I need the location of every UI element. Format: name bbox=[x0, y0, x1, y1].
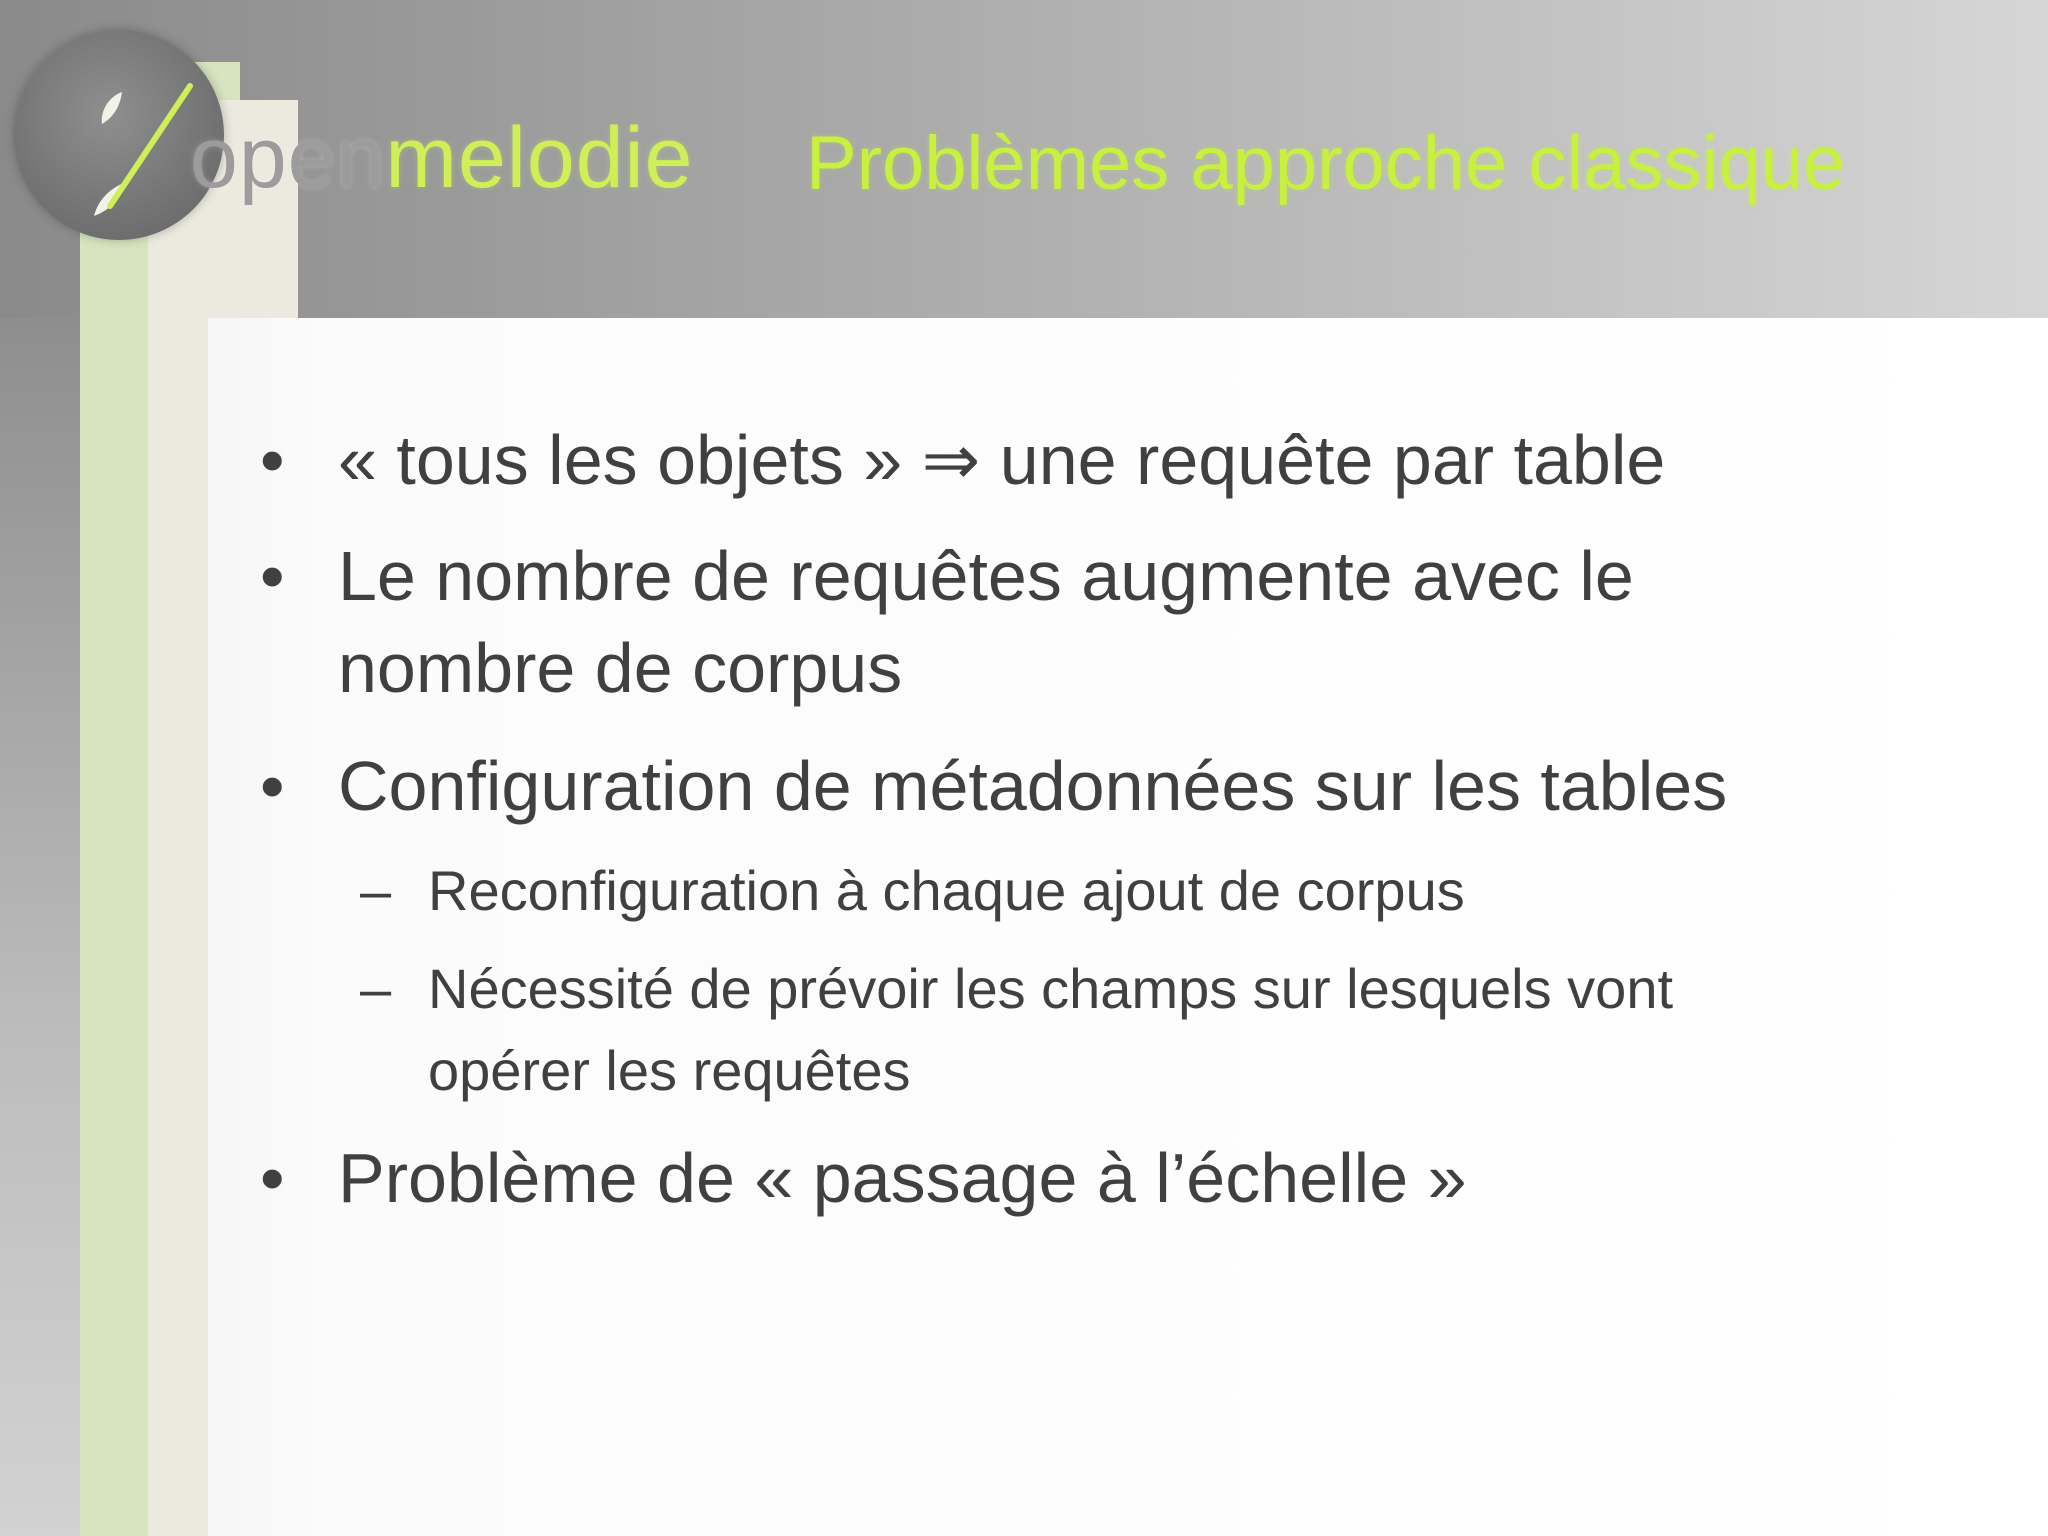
sub-bullet-marker: – bbox=[360, 859, 392, 922]
bullet-text: Configuration de métadonnées sur les tables bbox=[338, 747, 1728, 825]
bullet-text: Problème de « passage à l’échelle » bbox=[338, 1139, 1467, 1217]
content-panel bbox=[208, 318, 2048, 1536]
sub-bullet-marker: – bbox=[360, 957, 392, 1020]
bullet-marker: • bbox=[260, 747, 285, 825]
bullet-marker: • bbox=[260, 537, 285, 615]
brand-wordmark-melodie: melodie bbox=[385, 110, 694, 206]
bullet-text-continuation: nombre de corpus bbox=[338, 629, 903, 707]
bullet-marker: • bbox=[260, 421, 285, 499]
bullet-marker: • bbox=[260, 1139, 285, 1217]
slide-title: Problèmes approche classique bbox=[806, 121, 1846, 206]
bullet-text: « tous les objets » ⇒ une requête par table bbox=[338, 421, 1666, 499]
brand-wordmark bbox=[190, 108, 694, 208]
sub-bullet-text-continuation: opérer les requêtes bbox=[428, 1039, 911, 1102]
sub-bullet-text: Reconfiguration à chaque ajout de corpus bbox=[428, 859, 1465, 922]
sub-bullet-text: Nécessité de prévoir les champs sur lesquels vont bbox=[428, 957, 1674, 1020]
brand-wordmark-open: open bbox=[190, 110, 386, 206]
bullet-text: Le nombre de requêtes augmente avec le bbox=[338, 537, 1634, 615]
